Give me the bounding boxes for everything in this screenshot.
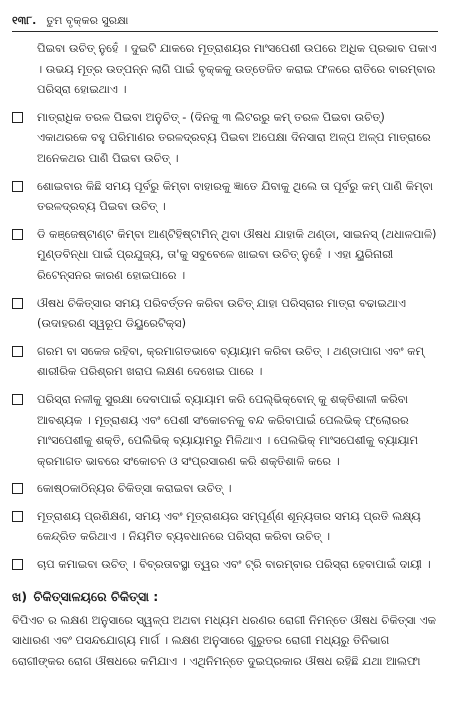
section-heading (12, 589, 438, 605)
page-header (12, 6, 438, 32)
list-item (12, 341, 438, 382)
checkbox-icon (12, 112, 23, 123)
list-item (12, 478, 438, 499)
list-item (12, 107, 438, 169)
list-item (12, 389, 438, 471)
section-title: ଚିକିତ୍ସାଳୟରେ ଚିକିତ୍ସା : (33, 588, 159, 604)
page-body (12, 38, 438, 671)
list-item (12, 293, 438, 334)
checkbox-icon (12, 511, 23, 522)
intro-paragraph: ପିଇବା ଉଚିତ୍ ନୁହେଁ । ଦୁଇଟି ଯାକରେ ମୂତ୍ରାଶୟର ମାଂସପେଶୀ ଉପରେ ଅଧିକ ପ୍ରଭାବ ପକାଏ । ଉଭୟ ମୂତ୍ର ଉତ୍ପନ୍ନ ଲାଗି ପାଇଁ ବୃକ୍କକୁ ଉତ୍ତେଜିତ କରାଇ ଫଳରେ ରାତିରେ ବାରମ୍ବାର ପରିସ୍ରା ହୋଇଥାଏ । (37, 41, 437, 97)
checkbox-icon (12, 298, 23, 309)
list-item (12, 554, 438, 575)
checkbox-icon (12, 346, 23, 357)
list-item (12, 506, 438, 547)
list-item-text: ଗରମ ବା ସକେଜ ରହିବା, କ୍ରମାଗତଭାବେ ବ୍ୟାୟାମ କରିବା ଉଚିତ୍ । ଥଣ୍ଡାପାଗ ଏବଂ କମ୍ ଶାରୀରିକ ପରିଶ୍ରମ ଖରାପ ଲକ୍ଷଣ ଦେଖେଇ ପାରେ । (37, 343, 425, 379)
closing-paragraph: ବିପିଏଚ ର ଲକ୍ଷଣ ଅନୁସାରେ ସ୍ୱଳ୍ପ ଅଥବା ମଧ୍ୟମ ଧରଣର ରୋଗୀ ନିମନ୍ତେ ଔଷଧ ଚିକିତ୍ସା ଏକ ସାଧାରଣ ଏବଂ ପସନ୍ଦଯୋଗ୍ୟ ମାର୍ଗ । ଲକ୍ଷଣ ଅନୁସାରେ ଗୁରୁତର ରୋଗୀ ମଧ୍ୟରୁ ତିନିଭାଗ ରୋଗୀଙ୍କର ରୋଗ ଔଷଧରେ କମିଯାଏ । ଏଥିନିମନ୍ତେ ଦୁଇପ୍ରକାର ଔଷଧ ରହିଛି ଯଥା ଆଲଫା (12, 612, 436, 668)
list-item-text: ମାତ୍ରାଧିକ ତରଳ ପିଇବା ଅନୁଚିତ୍ - (ଦିନକୁ ୩ ଲିଟରରୁ କମ୍ ତରଳ ପିଇବା ଉଚିତ୍) ଏକାଥରକେ ବହୁ ପରିମାଣର ତରଳଦ୍ରବ୍ୟ ପିଇବା ଅପେକ୍ଷା ଦିନସାରା ଅଳ୍ପ ଅଳ୍ପ ମାତ୍ରାରେ ଅନେକଥର ପାଣି ପିଇବା ଉଚିତ୍ । (37, 109, 431, 165)
page-number: ୧୩୮. (12, 14, 37, 27)
checkbox-icon (12, 181, 23, 192)
list-item-text: ଔଷଧ ଚିକିତ୍ସାର ସମୟ ପରିବର୍ତ୍ତନ କରିବା ଉଚିତ୍ ଯାହା ପରିସ୍ରାର ମାତ୍ରା ବଢାଇଥାଏ (ଉଦାହରଣ ସ୍ୱରୂପ ଡିୟୁରେଟିକ୍ସ) (37, 295, 406, 331)
checkbox-icon (12, 229, 23, 240)
list-item-text: କୋଷ୍ଠକାଠିନ୍ୟର ଚିକିତ୍ସା କରାଇବା ଉଚିତ୍ । (37, 481, 232, 496)
running-title: ତୁମ ବୃକ୍କର ସୁରକ୍ଷା (46, 14, 129, 27)
checkbox-icon (12, 559, 23, 570)
list-item-text: ଚାପ କମାଇବା ଉଚିତ୍ । ବିବ୍ରତାବସ୍ଥା ତ୍ୱର ଏବଂ ଟ୍ରି ବାରମ୍ବାର ପରିସ୍ରା ହେବାପାଇଁ ଦାୟୀ । (37, 557, 431, 572)
checkbox-icon (12, 483, 23, 494)
list-item-text: ପରିସ୍ରା ନଳୀକୁ ସୁରକ୍ଷା ଦେବାପାଇଁ ବ୍ୟାୟାମ କରି ପେଲ୍‌ଭିକ୍‌ବୋନ୍ କୁ ଶକ୍ତିଶାଳୀ କରିବା ଆବଶ୍ୟକ । ମୂତ୍ରାଶୟ ଏବଂ ପେଶୀ ସଂକୋଚନକୁ ବନ୍ଦ କରିବାପାଇଁ ପେଲଭିକ୍ ଫ୍ଲୋରର ମାଂସପେଶୀକୁ ଶକ୍ତି, ପେଲିଭିକ୍ ବ୍ୟାୟାମରୁ ମିଳିଥାଏ । ପେଲଭିକ୍ ମାଂସପେଶୀକୁ ବ୍ୟାୟାମ କ୍ରମାଗତ ଭାବରେ ସଂକୋଚନ ଓ ସଂପ୍ରସାରଣ କରି ଶକ୍ତିଶାଳି କରେ । (37, 391, 418, 468)
list-item (12, 176, 438, 217)
checkbox-icon (12, 394, 23, 405)
list-item (12, 224, 438, 286)
section-marker: ଖ) (12, 588, 28, 604)
list-item-text: ମୂତ୍ରାଶୟ ପ୍ରଶିକ୍ଷଣ, ସମୟ ଏବଂ ମୂତ୍ରାଶୟର ସମ୍ପୂର୍ଣ୍ଣ ଶୂନ୍ୟତାର ସମୟ ପ୍ରତି ଲକ୍ଷ୍ୟ କେନ୍ଦ୍ରିତ କରିଥାଏ । ନିୟମିତ ବ୍ୟବଧାନରେ ପରିସ୍ରା କରିବା ଉଚିତ୍ । (37, 508, 421, 544)
list-item-text: ଶୋଇବାର କିଛି ସମୟ ପୂର୍ବରୁ କିମ୍ବା ବାହାରକୁ ଜ୍ଞାତେ ଯିବାକୁ ଥିଲେ ତା ପୂର୍ବରୁ କମ୍ ପାଣି କିମ୍ବା ତରଳଦ୍ରବ୍ୟ ପିଇବା ଉଚିତ୍ । (37, 178, 433, 214)
list-item-text: ଡି କଞ୍ଜେଷ୍ଟାଣ୍ଟ କିମ୍ବା ଆଣ୍ଟିହିଷ୍ଟାମିନ୍ ଥିବା ଔଷଧ ଯାହାକି ଥଣ୍ଡା, ସାଇନସ୍ (ଥଧାଳପାଳି) ମୁଣ୍ଡବିନ୍ଧା ପାଇଁ ପ୍ରଯୁଜ୍ୟ, ତା'କୁ ସବୁବେଳେ ଖାଇବା ଉଚିତ୍ ନୁହେଁ । ଏହା ୟୁରିନାରୀ ରିଟେନ୍ସନର କାରଣ ହୋଇପାରେ । (37, 226, 437, 282)
